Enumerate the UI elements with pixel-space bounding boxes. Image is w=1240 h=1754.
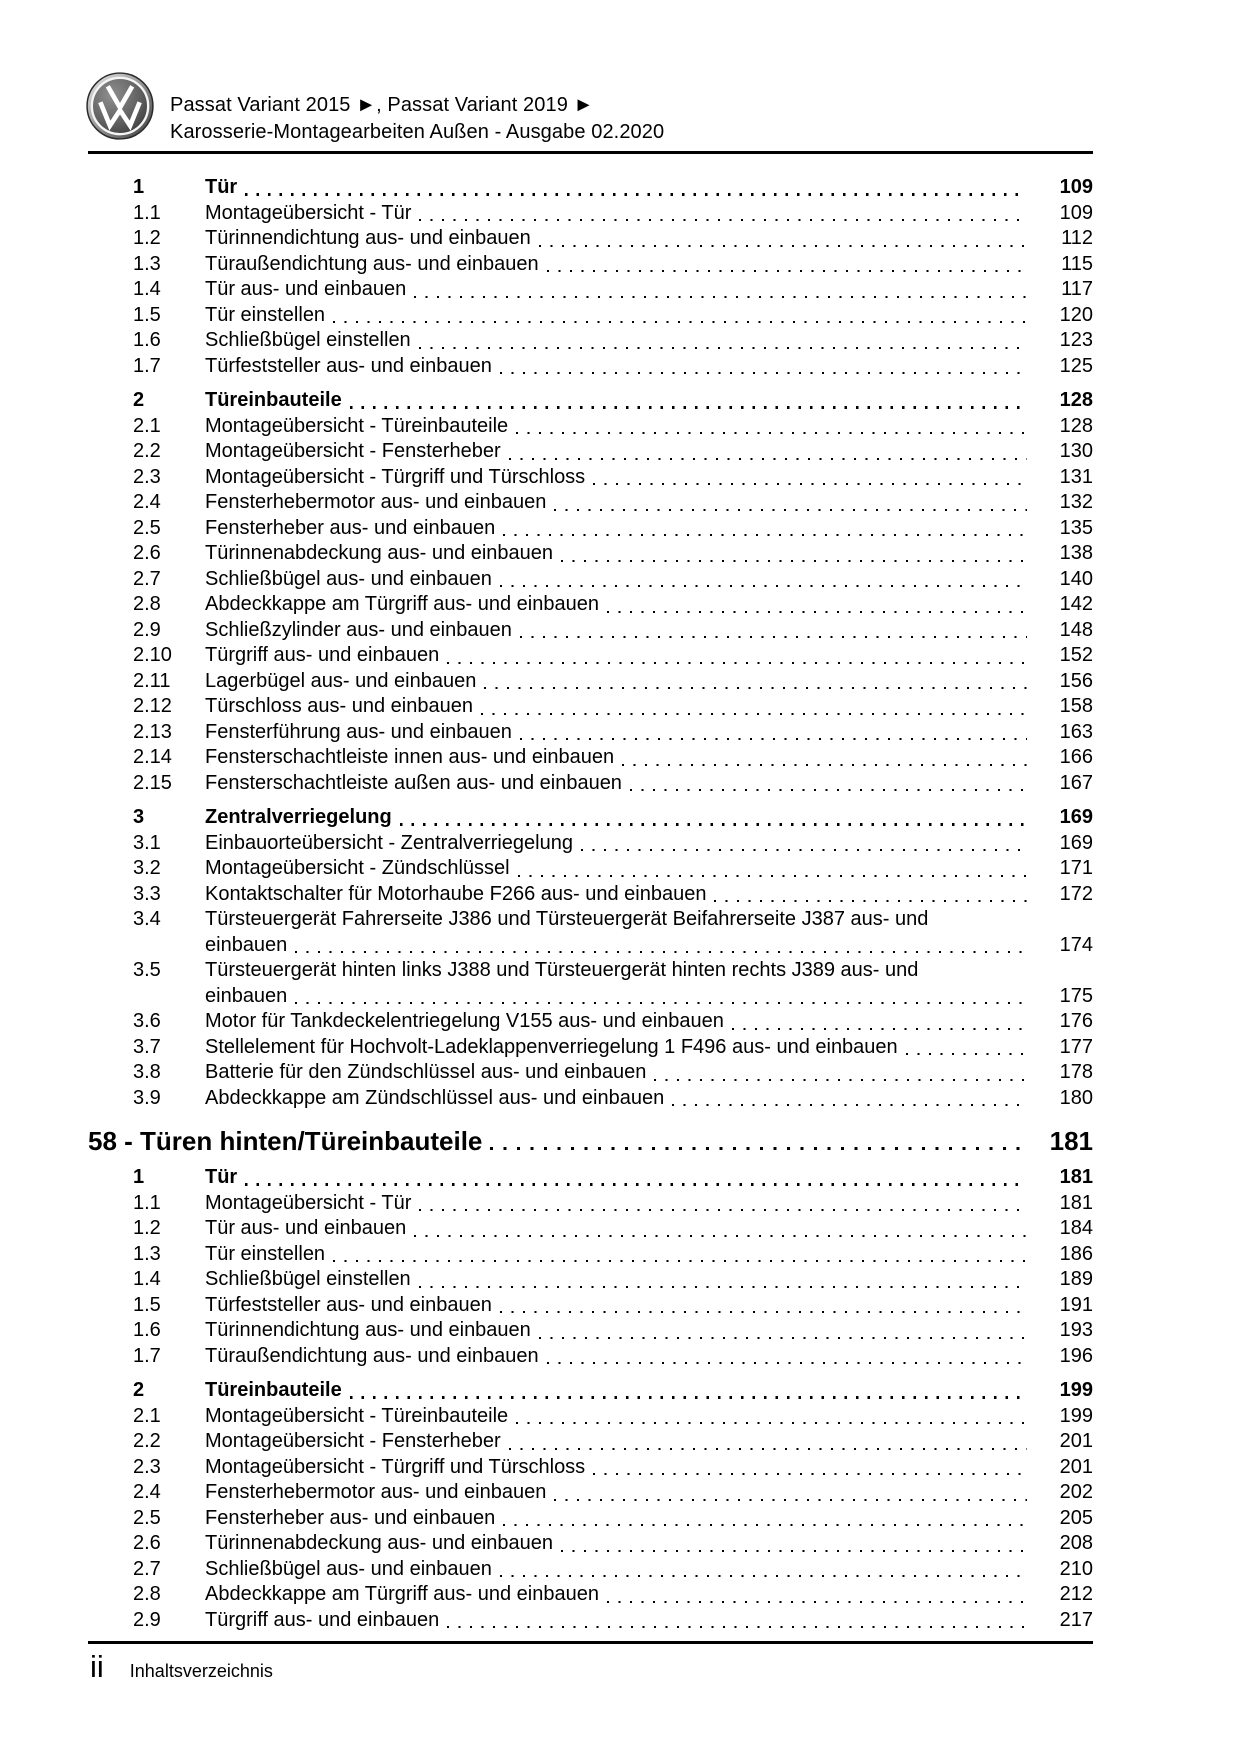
dot-leader (554, 1499, 1027, 1501)
footer-page-number: ii (90, 1649, 104, 1684)
header (170, 92, 664, 146)
toc-entry-page: 180 (1059, 1086, 1093, 1109)
toc-entry-title: Tür einstellen (205, 303, 326, 326)
toc-row (88, 1191, 1093, 1217)
toc-row (88, 831, 1093, 857)
toc-entry-page: 169 (1059, 831, 1093, 854)
toc-entry-page: 112 (1061, 227, 1093, 249)
toc-row (88, 1480, 1093, 1506)
toc-entry-number: 2.6 (133, 1532, 161, 1554)
toc-row (88, 1267, 1093, 1293)
toc-entry-title: Einbauorteübersicht - Zentralverriegelung (205, 831, 573, 854)
toc-entry-page: 171 (1059, 857, 1093, 879)
toc-row (88, 1086, 1093, 1112)
dot-leader (414, 1235, 1027, 1237)
toc-row (88, 490, 1093, 516)
toc-entry-page: 132 (1059, 491, 1093, 513)
toc-entry-page: 148 (1059, 618, 1093, 641)
toc-entry-page: 142 (1059, 593, 1093, 615)
toc-entry-number: 1.6 (133, 1319, 161, 1341)
toc-entry-page: 163 (1059, 720, 1093, 743)
toc-entry-title: Montageübersicht - Türgriff und Türschloss (205, 465, 586, 488)
toc-entry-title: Türfeststeller aus- und einbauen (205, 1293, 492, 1316)
toc-row (88, 252, 1093, 278)
dot-leader (630, 789, 1027, 791)
toc-entry-page: 217 (1059, 1608, 1093, 1631)
toc-entry-number: 1.3 (133, 252, 161, 275)
toc-row (88, 1429, 1093, 1455)
vw-logo-icon (86, 70, 154, 142)
toc-entry-page: 175 (1059, 984, 1093, 1007)
toc-entry-number: 1.5 (133, 303, 161, 326)
dot-leader (554, 509, 1027, 511)
dot-leader (518, 875, 1027, 877)
toc-row (88, 175, 1093, 201)
toc-row (88, 669, 1093, 695)
toc-row (88, 1344, 1093, 1370)
dot-leader (593, 483, 1027, 485)
toc-entry-title: Tür aus- und einbauen (205, 1217, 407, 1239)
toc-entry-number: 3.5 (133, 959, 161, 981)
toc-row (88, 1216, 1093, 1242)
toc-row-line1 (88, 907, 1093, 933)
toc-entry-title: Kontaktschalter für Motorhaube F266 aus- und einbauen (205, 882, 707, 905)
toc-row (88, 328, 1093, 354)
dot-leader (539, 1337, 1027, 1339)
dot-leader (419, 1286, 1027, 1288)
toc-row (88, 882, 1093, 908)
toc-entry-number: 2.8 (133, 593, 161, 615)
dot-leader (654, 1079, 1027, 1081)
dot-leader (509, 458, 1027, 460)
toc-entry-number: 2.6 (133, 542, 161, 564)
toc-entry-number: 1.4 (133, 278, 161, 300)
toc-row (88, 516, 1093, 542)
toc-entry-title: Fensterheber aus- und einbauen (205, 516, 496, 539)
dot-leader (295, 951, 1027, 953)
toc-entry-page: 166 (1059, 746, 1093, 768)
toc-entry-title: Tür (205, 1166, 238, 1188)
toc-row-wrapped (88, 907, 1093, 958)
toc-entry-number: 2.8 (133, 1583, 161, 1605)
toc-entry-page: 123 (1059, 329, 1093, 351)
toc-entry-title: Motor für Tankdeckelentriegelung V155 aus- und einbauen (205, 1010, 724, 1032)
toc-entry-title: Türeinbauteile (205, 1379, 342, 1401)
toc-entry-page: 193 (1059, 1319, 1093, 1341)
toc-row (88, 1060, 1093, 1086)
toc-entry-title-continued: einbauen (205, 933, 288, 956)
toc-entry-title: Fensterschachtleiste innen aus- und einbauen (205, 746, 615, 768)
toc-entry-number: 3.6 (133, 1010, 161, 1032)
toc-entry-number: 1.6 (133, 329, 161, 351)
toc-entry-page: 167 (1059, 771, 1093, 794)
toc-entry-title: Montageübersicht - Türgriff und Türschloss (205, 1455, 586, 1478)
toc-entry-page: 172 (1059, 882, 1093, 905)
dot-leader (520, 738, 1027, 740)
toc-row (88, 1009, 1093, 1035)
toc-row (88, 354, 1093, 380)
toc-entry-number: 2 (133, 389, 145, 411)
dot-leader (400, 823, 1027, 826)
toc-row (88, 1165, 1093, 1191)
dot-leader (622, 764, 1027, 766)
toc-entry-title: Türinnendichtung aus- und einbauen (205, 227, 531, 249)
toc-row (88, 541, 1093, 567)
toc-entry-number: 2.4 (133, 491, 161, 513)
toc-row (88, 465, 1093, 491)
footer-rule (88, 1641, 1093, 1644)
dot-leader (607, 611, 1027, 613)
toc-row (88, 1506, 1093, 1532)
toc-entry-title: Stellelement für Hochvolt-Ladeklappenverriegelung 1 F496 aus- und einbauen (205, 1035, 898, 1058)
toc-entry-number: 2.7 (133, 567, 161, 590)
dot-leader (333, 1260, 1027, 1262)
toc-entry-title: Lagerbügel aus- und einbauen (205, 669, 477, 692)
toc-entry-number: 1.2 (133, 227, 161, 249)
toc-entry-number: 3.3 (133, 882, 161, 905)
toc-row (88, 1557, 1093, 1583)
toc-entry-title: Montageübersicht - Türeinbauteile (205, 1404, 509, 1427)
toc-row-wrapped (88, 958, 1093, 1009)
toc-row (88, 1404, 1093, 1430)
toc-entry-page: 176 (1059, 1010, 1093, 1032)
toc-entry-number: 2.5 (133, 516, 161, 539)
toc-entry-number: 2.3 (133, 1455, 161, 1478)
toc-row (88, 745, 1093, 771)
dot-leader (732, 1028, 1027, 1030)
toc-entry-page: 205 (1059, 1506, 1093, 1529)
toc-entry-page: 177 (1059, 1035, 1093, 1058)
toc-entry-page: 130 (1059, 440, 1093, 462)
toc-entry-page: 158 (1059, 695, 1093, 717)
toc-entry-title: Türfeststeller aus- und einbauen (205, 354, 492, 377)
toc-row (88, 856, 1093, 882)
dot-leader (607, 1601, 1027, 1603)
dot-leader (561, 1550, 1027, 1552)
toc-row (88, 694, 1093, 720)
toc-entry-number: 1.2 (133, 1217, 161, 1239)
toc-entry-title: Fensterhebermotor aus- und einbauen (205, 1481, 547, 1503)
toc-entry-page: 115 (1061, 252, 1093, 275)
dot-leader (500, 1311, 1027, 1313)
toc-entry-page: 201 (1059, 1430, 1093, 1452)
toc-entry-title: Schließbügel aus- und einbauen (205, 567, 492, 590)
toc-entry-title: Fensterführung aus- und einbauen (205, 720, 512, 743)
toc-row (88, 1318, 1093, 1344)
footer (90, 1650, 273, 1684)
toc-row (88, 201, 1093, 227)
toc-entry-page: 181 (1059, 1166, 1093, 1188)
toc-entry-number: 2.9 (133, 1608, 161, 1631)
toc-entry-number: 1.4 (133, 1268, 161, 1290)
toc-row (88, 1531, 1093, 1557)
toc-entry-title: Schließzylinder aus- und einbauen (205, 618, 512, 641)
toc-entry-number: 2.2 (133, 1430, 161, 1452)
toc-entry-page: 184 (1059, 1217, 1093, 1239)
toc-entry-number: 2.14 (133, 746, 172, 768)
dot-leader (714, 900, 1027, 902)
toc-entry-number: 3.8 (133, 1061, 161, 1083)
toc-entry-page: 109 (1059, 176, 1093, 198)
toc-entry-number: 2.15 (133, 771, 172, 794)
toc-entry-page: 125 (1059, 354, 1093, 377)
toc-row (88, 303, 1093, 329)
toc-entry-title: Abdeckkappe am Türgriff aus- und einbauen (205, 593, 599, 615)
toc-entry-title: Montageübersicht - Fensterheber (205, 1430, 501, 1452)
dot-leader (419, 347, 1027, 349)
toc-entry-number: 2.7 (133, 1557, 161, 1580)
toc-entry-page: 109 (1059, 201, 1093, 224)
toc-row (88, 1378, 1093, 1404)
dot-leader (516, 1422, 1027, 1424)
dot-leader (516, 432, 1027, 434)
toc-row (88, 1293, 1093, 1319)
toc-entry-number: 1.3 (133, 1242, 161, 1265)
toc-entry-page: 128 (1059, 414, 1093, 437)
toc-row (88, 643, 1093, 669)
toc-row (88, 771, 1093, 797)
toc-entry-number: 1.5 (133, 1293, 161, 1316)
toc-entry-title: Türinnenabdeckung aus- und einbauen (205, 1532, 554, 1554)
toc-chapter-heading (88, 1126, 1093, 1156)
dot-leader (547, 270, 1027, 272)
toc-entry-page: 196 (1059, 1344, 1093, 1367)
toc-row (88, 567, 1093, 593)
toc-entry-title: Batterie für den Zündschlüssel aus- und einbauen (205, 1061, 647, 1083)
toc-entry-title: Montageübersicht - Tür (205, 1191, 412, 1214)
toc-row (88, 805, 1093, 831)
toc-entry-title: Tür aus- und einbauen (205, 278, 407, 300)
header-title-line2: Karosserie-Montagearbeiten Außen - Ausgabe 02.2020 (170, 121, 665, 143)
toc-chapter-page: 181 (1049, 1126, 1093, 1156)
dot-leader (500, 372, 1027, 374)
toc-row (88, 1608, 1093, 1634)
toc-row (88, 1455, 1093, 1481)
toc-row (88, 1582, 1093, 1608)
toc-entry-number: 3.2 (133, 857, 161, 879)
dot-leader (539, 245, 1027, 247)
toc-entry-page: 128 (1059, 389, 1093, 411)
toc-entry-page: 138 (1059, 542, 1093, 564)
header-rule (88, 151, 1093, 154)
toc-entry-title: Montageübersicht - Tür (205, 201, 412, 224)
toc-entry-number: 3.4 (133, 908, 161, 930)
toc-entry-number: 2.3 (133, 465, 161, 488)
toc-entry-number: 1.1 (133, 1191, 161, 1214)
toc-entry-number: 2 (133, 1379, 145, 1401)
toc-entry-number: 1.7 (133, 1344, 161, 1367)
toc-entry-number: 2.13 (133, 720, 172, 743)
toc-entry-number: 2.9 (133, 618, 161, 641)
dot-leader (503, 534, 1027, 536)
toc-entry-title: Schließbügel einstellen (205, 329, 411, 351)
dot-leader (490, 1147, 1023, 1150)
toc-entry-number: 2.4 (133, 1481, 161, 1503)
toc-entry-page: 181 (1059, 1191, 1093, 1214)
toc-entry-title: Türsteuergerät Fahrerseite J386 und Türsteuergerät Beifahrerseite J387 aus- und (205, 908, 929, 930)
toc-chapter-title: 58 - Türen hinten/Türeinbauteile (88, 1126, 483, 1156)
toc-row (88, 388, 1093, 414)
dot-leader (481, 713, 1027, 715)
toc-entry-title-continued: einbauen (205, 984, 288, 1007)
toc-entry-number: 1 (133, 1166, 145, 1188)
toc-entry-page: 131 (1059, 465, 1093, 488)
toc-entry-number: 2.1 (133, 414, 161, 437)
toc-entry-title: Türgriff aus- und einbauen (205, 1608, 440, 1631)
toc-entry-page: 199 (1059, 1379, 1093, 1401)
toc-entry-page: 189 (1059, 1268, 1093, 1290)
toc-entry-number: 2.5 (133, 1506, 161, 1529)
toc-entry-page: 199 (1059, 1404, 1093, 1427)
footer-label: Inhaltsverzeichnis (129, 1661, 273, 1681)
dot-leader (414, 296, 1027, 298)
toc-entry-number: 1.1 (133, 201, 161, 224)
toc-entry-number: 2.11 (133, 669, 171, 692)
toc-entry-page: 152 (1059, 644, 1093, 666)
toc-entry-title: Türaußendichtung aus- und einbauen (205, 252, 539, 275)
dot-leader (581, 849, 1027, 851)
toc-row (88, 592, 1093, 618)
toc-entry-title: Türinnendichtung aus- und einbauen (205, 1319, 531, 1341)
toc-entry-number: 3.1 (133, 831, 161, 854)
toc-entry-number: 1.7 (133, 354, 161, 377)
dot-leader (547, 1362, 1027, 1364)
dot-leader (503, 1524, 1027, 1526)
toc (88, 166, 1093, 1633)
toc-entry-page: 174 (1059, 933, 1093, 956)
toc-entry-title: Türaußendichtung aus- und einbauen (205, 1344, 539, 1367)
dot-leader (419, 219, 1027, 221)
toc-entry-title: Abdeckkappe am Türgriff aus- und einbauen (205, 1583, 599, 1605)
toc-row (88, 277, 1093, 303)
dot-leader (350, 1396, 1027, 1399)
dot-leader (509, 1448, 1027, 1450)
toc-entry-page: 212 (1059, 1583, 1093, 1605)
dot-leader (245, 1183, 1027, 1186)
toc-entry-page: 140 (1059, 567, 1093, 590)
toc-entry-title: Montageübersicht - Zündschlüssel (205, 857, 510, 879)
toc-entry-page: 186 (1059, 1242, 1093, 1265)
toc-row (88, 414, 1093, 440)
toc-entry-title: Fensterheber aus- und einbauen (205, 1506, 496, 1529)
toc-entry-page: 210 (1059, 1557, 1093, 1580)
toc-entry-number: 3.9 (133, 1086, 161, 1109)
toc-entry-title: Schließbügel aus- und einbauen (205, 1557, 492, 1580)
toc-entry-number: 3 (133, 806, 145, 828)
toc-row (88, 720, 1093, 746)
dot-leader (672, 1104, 1027, 1106)
toc-entry-number: 2.10 (133, 644, 172, 666)
dot-leader (245, 193, 1027, 196)
toc-entry-title: Zentralverriegelung (205, 806, 392, 828)
toc-entry-page: 169 (1059, 806, 1093, 828)
toc-entry-title: Montageübersicht - Fensterheber (205, 440, 501, 462)
dot-leader (500, 585, 1027, 587)
toc-row-line2 (88, 933, 1093, 959)
toc-row-line2 (88, 984, 1093, 1010)
dot-leader (447, 662, 1027, 664)
toc-entry-title: Fensterhebermotor aus- und einbauen (205, 491, 547, 513)
toc-row (88, 1035, 1093, 1061)
toc-entry-page: 156 (1059, 669, 1093, 692)
dot-leader (593, 1473, 1027, 1475)
toc-entry-number: 2.1 (133, 1404, 161, 1427)
dot-leader (333, 321, 1027, 323)
dot-leader (419, 1209, 1027, 1211)
dot-leader (561, 560, 1027, 562)
dot-leader (500, 1575, 1027, 1577)
toc-entry-title: Schließbügel einstellen (205, 1268, 411, 1290)
dot-leader (295, 1002, 1027, 1004)
toc-entry-title: Türeinbauteile (205, 389, 342, 411)
toc-entry-title: Türgriff aus- und einbauen (205, 644, 440, 666)
toc-entry-page: 117 (1061, 278, 1093, 300)
toc-entry-page: 120 (1059, 303, 1093, 326)
toc-entry-page: 202 (1059, 1481, 1093, 1503)
dot-leader (350, 406, 1027, 409)
toc-row (88, 1242, 1093, 1268)
toc-entry-title: Abdeckkappe am Zündschlüssel aus- und einbauen (205, 1086, 665, 1109)
toc-entry-title: Montageübersicht - Türeinbauteile (205, 414, 509, 437)
toc-row (88, 226, 1093, 252)
toc-entry-title: Türinnenabdeckung aus- und einbauen (205, 542, 554, 564)
toc-entry-title: Fensterschachtleiste außen aus- und einbauen (205, 771, 622, 794)
toc-row (88, 439, 1093, 465)
toc-entry-number: 1 (133, 176, 145, 198)
toc-entry-page: 208 (1059, 1532, 1093, 1554)
dot-leader (447, 1626, 1027, 1628)
header-title-line1: Passat Variant 2015 ►, Passat Variant 2019 ► (170, 94, 594, 116)
toc-entry-number: 2.12 (133, 695, 172, 717)
dot-leader (906, 1053, 1027, 1055)
dot-leader (484, 687, 1027, 689)
toc-entry-page: 191 (1059, 1293, 1093, 1316)
toc-entry-title: Türschloss aus- und einbauen (205, 695, 473, 717)
toc-entry-page: 201 (1059, 1455, 1093, 1478)
toc-row (88, 618, 1093, 644)
toc-entry-number: 3.7 (133, 1035, 161, 1058)
toc-entry-title: Tür einstellen (205, 1242, 326, 1265)
toc-row-line1 (88, 958, 1093, 984)
toc-entry-page: 135 (1059, 516, 1093, 539)
dot-leader (520, 636, 1027, 638)
toc-entry-page: 178 (1059, 1061, 1093, 1083)
toc-entry-title: Türsteuergerät hinten links J388 und Türsteuergerät hinten rechts J389 aus- und (205, 959, 919, 981)
toc-entry-number: 2.2 (133, 440, 161, 462)
toc-entry-title: Tür (205, 176, 238, 198)
